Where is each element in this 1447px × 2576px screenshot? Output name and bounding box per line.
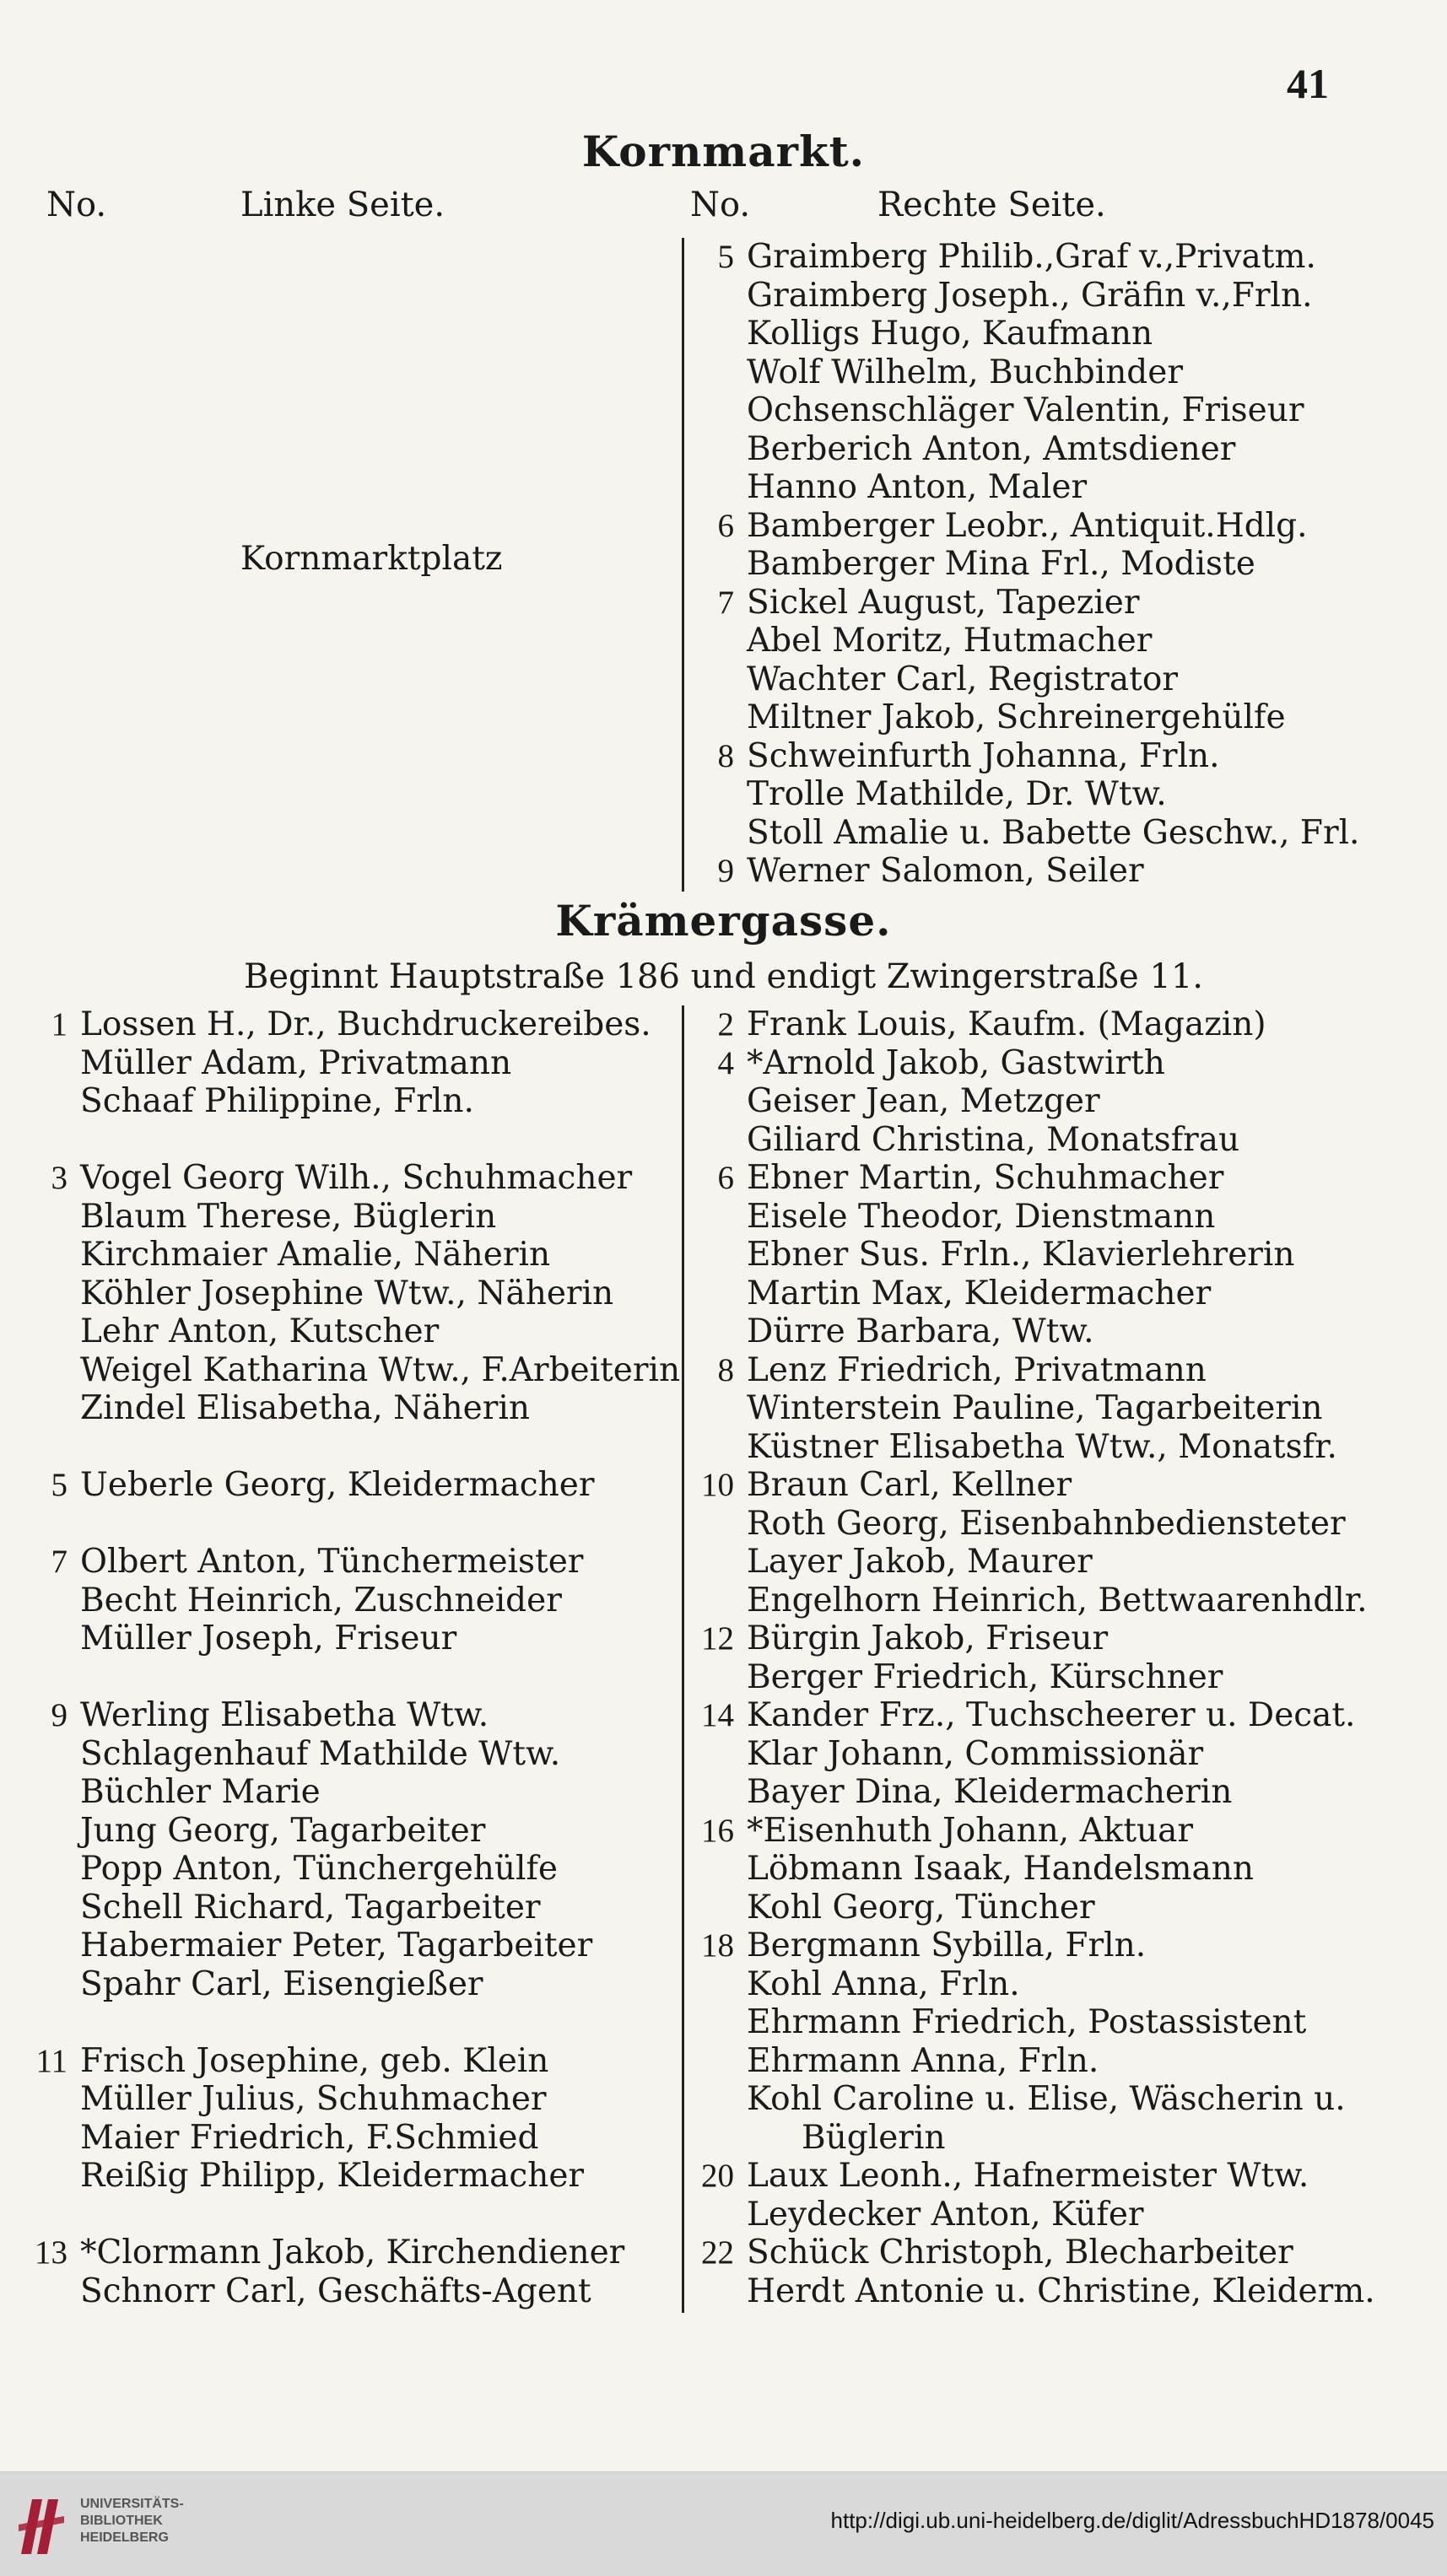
section-subtitle: Beginnt Hauptstraße 186 und endigt Zwingerstraße 11.: [243, 957, 1204, 996]
resident-entry: Graimberg Joseph., Gräfin v.,Frln.: [747, 276, 1313, 315]
directory-entry: [683, 430, 1350, 469]
resident-entry: Kohl Georg, Tüncher: [747, 1888, 1095, 1927]
resident-entry: Küstner Elisabetha Wtw., Monatsfr.: [747, 1427, 1337, 1466]
resident-entry: Eisele Theodor, Dienstmann: [747, 1197, 1216, 1236]
resident-entry: Graimberg Philib.,Graf v.,Privatm.: [747, 238, 1316, 276]
resident-entry: Schell Richard, Tagarbeiter: [80, 1888, 541, 1927]
resident-entry: Abel Moritz, Hutmacher: [747, 622, 1153, 660]
resident-entry: Zindel Elisabetha, Näherin: [80, 1389, 530, 1427]
directory-entry: [683, 1696, 1356, 1735]
resident-entry: Ebner Martin, Schuhmacher: [747, 1159, 1224, 1197]
resident-entry: Layer Jakob, Maurer: [747, 1543, 1093, 1581]
resident-entry: Ehrmann Friedrich, Postassistent: [747, 2003, 1307, 2041]
directory-entry: [683, 1927, 1350, 1965]
resident-entry: Kohl Anna, Frln.: [747, 1964, 1020, 2003]
directory-entry: [683, 2003, 1350, 2042]
directory-entry: [683, 1275, 1350, 1313]
directory-entry: [17, 1428, 675, 1467]
resident-entry: Jung Georg, Tagarbeiter: [80, 1811, 486, 1850]
directory-entry: [17, 1619, 675, 1658]
directory-entry: [683, 468, 1350, 507]
directory-entry: [683, 698, 1350, 737]
house-number: 3: [51, 1160, 67, 1196]
resident-entry: Weigel Katharina Wtw., F.Arbeiterin: [80, 1350, 681, 1389]
page-number: 41: [1287, 60, 1329, 107]
resident-entry: Leydecker Anton, Küfer: [747, 2195, 1144, 2234]
directory-entry: [683, 238, 1350, 277]
directory-entry: [683, 353, 1350, 392]
directory-entry: [17, 2042, 675, 2081]
directory-entry: [683, 1121, 1350, 1160]
resident-entry: Braun Carl, Kellner: [747, 1466, 1072, 1504]
directory-entry: [17, 1505, 675, 1544]
left-header-no: No.: [46, 186, 107, 224]
directory-entry: [683, 2196, 1350, 2234]
resident-entry: Müller Julius, Schuhmacher: [80, 2080, 547, 2118]
directory-entry: [683, 1428, 1350, 1467]
directory-entry: [17, 1812, 675, 1851]
resident-entry: Schnorr Carl, Geschäfts-Agent: [80, 2272, 591, 2310]
resident-entry: Bergmann Sybilla, Frln.: [747, 1927, 1147, 1964]
directory-entry: [683, 1466, 1350, 1505]
directory-entry: [17, 1696, 675, 1735]
resident-entry: Spahr Carl, Eisengießer: [80, 1964, 483, 2003]
resident-entry: Löbmann Isaak, Handelsmann: [747, 1850, 1254, 1888]
resident-entry: Herdt Antonie u. Christine, Kleiderm.: [747, 2272, 1375, 2310]
directory-entry: [683, 1812, 1350, 1851]
house-number: 16: [701, 1812, 734, 1849]
directory-entry: [17, 2003, 675, 2042]
resident-entry: Dürre Barbara, Wtw.: [747, 1312, 1094, 1350]
resident-entry: Müller Adam, Privatmann: [80, 1043, 512, 1082]
directory-entry: [683, 775, 1350, 814]
resident-entry: Geiser Jean, Metzger: [747, 1082, 1100, 1120]
directory-entry: [683, 1543, 1350, 1582]
resident-entry: Schweinfurth Johanna, Frln.: [747, 736, 1220, 775]
directory-entry: [17, 1658, 675, 1697]
house-number: 13: [35, 2234, 67, 2271]
library-line-1: UNIVERSITÄTS-: [80, 2497, 184, 2511]
resident-entry: Bamberger Leobr., Antiquit.Hdlg.: [747, 506, 1308, 545]
directory-entry: [683, 1735, 1350, 1774]
directory-entry: [683, 1658, 1350, 1697]
directory-entry: [17, 1312, 675, 1351]
directory-entry: [17, 1121, 675, 1160]
left-header: Linke Seite.: [240, 186, 445, 224]
resident-entry: Ueberle Georg, Kleidermacher: [80, 1466, 595, 1504]
directory-entry: [17, 1044, 675, 1083]
directory-entry: [17, 2234, 675, 2272]
resident-entry: Ochsenschläger Valentin, Friseur: [747, 391, 1304, 429]
directory-entry: [683, 1965, 1350, 2004]
house-number: 8: [717, 1351, 734, 1388]
resident-entry: Büchler Marie: [80, 1773, 321, 1811]
left-place-label: Kornmarktplatz: [240, 540, 503, 578]
directory-entry: [683, 1044, 1350, 1083]
directory-entry: [17, 1965, 675, 2004]
resident-entry: *Eisenhuth Johann, Aktuar: [747, 1811, 1194, 1850]
directory-entry: [683, 1236, 1350, 1275]
house-number: 6: [717, 1160, 734, 1196]
resident-entry: Ehrmann Anna, Frln.: [747, 2041, 1099, 2080]
resident-entry: Kander Frz., Tuchscheerer u. Decat.: [747, 1696, 1356, 1734]
resident-entry: Bamberger Mina Frl., Modiste: [747, 545, 1255, 583]
house-number: 7: [717, 584, 734, 621]
directory-entry: [683, 391, 1350, 430]
resident-entry: Lenz Friedrich, Privatmann: [747, 1350, 1207, 1389]
resident-entry: Habermaier Peter, Tagarbeiter: [80, 1927, 593, 1964]
directory-entry: [683, 315, 1350, 353]
resident-entry: Schück Christoph, Blecharbeiter: [747, 2234, 1293, 2272]
section2-left-list: [17, 1005, 681, 2310]
directory-entry: [17, 2119, 675, 2158]
resident-entry: Berger Friedrich, Kürschner: [747, 1657, 1223, 1696]
directory-entry: [683, 660, 1350, 699]
resident-entry: Schaaf Philippine, Frln.: [80, 1082, 474, 1120]
directory-entry: [683, 1312, 1350, 1351]
resident-entry: Reißig Philipp, Kleidermacher: [80, 2157, 585, 2195]
directory-entry: [17, 1198, 675, 1237]
section-title-kraemergasse: Krämergasse.: [555, 896, 892, 946]
directory-entry: [17, 1466, 675, 1505]
directory-entry: [683, 1198, 1350, 1237]
resident-entry: Lossen H., Dr., Buchdruckereibes.: [80, 1005, 651, 1043]
resident-entry: Martin Max, Kleidermacher: [747, 1274, 1212, 1312]
directory-entry: [17, 1082, 675, 1121]
resident-entry: Maier Friedrich, F.Schmied: [80, 2118, 539, 2157]
resident-entry: Vogel Georg Wilh., Schuhmacher: [80, 1159, 633, 1197]
directory-entry: [683, 813, 1360, 853]
house-number: 18: [701, 1927, 734, 1964]
directory-entry: [17, 1350, 681, 1390]
resident-entry: Laux Leonh., Hafnermeister Wtw.: [747, 2157, 1309, 2195]
house-number: 5: [717, 239, 734, 275]
directory-entry: [683, 545, 1350, 584]
directory-entry: [683, 1082, 1350, 1121]
house-number: 12: [701, 1620, 734, 1657]
resident-entry: Frisch Josephine, geb. Klein: [80, 2041, 549, 2080]
resident-entry: Trolle Mathilde, Dr. Wtw.: [747, 775, 1167, 813]
directory-entry: [683, 1005, 1350, 1044]
directory-entry: [683, 584, 1350, 622]
resident-entry: Schlagenhauf Mathilde Wtw.: [80, 1734, 561, 1773]
directory-entry: [17, 1275, 675, 1313]
house-number: 9: [717, 853, 734, 889]
resident-entry: Hanno Anton, Maler: [747, 468, 1088, 506]
library-line-2: BIBLIOTHEK: [80, 2514, 163, 2528]
directory-entry: [17, 1773, 675, 1812]
house-number: 1: [51, 1006, 67, 1043]
library-name: [80, 2496, 249, 2546]
directory-entry: [17, 2080, 675, 2119]
resident-entry: Werling Elisabetha Wtw.: [80, 1696, 489, 1734]
resident-entry: Köhler Josephine Wtw., Näherin: [80, 1274, 614, 1312]
house-number: 8: [717, 737, 734, 774]
section2-right-list: [683, 1005, 1375, 2310]
directory-entry: [683, 1773, 1350, 1812]
resident-entry: Frank Louis, Kaufm. (Magazin): [747, 1005, 1266, 1043]
house-number: 7: [51, 1544, 67, 1580]
ub-heidelberg-logo-icon: [17, 2491, 66, 2558]
house-number: 14: [701, 1697, 734, 1733]
directory-entry: [17, 1159, 675, 1198]
resident-entry: Werner Salomon, Seiler: [747, 852, 1144, 890]
resident-entry: *Arnold Jakob, Gastwirth: [747, 1043, 1165, 1082]
directory-entry: [683, 2080, 1350, 2119]
directory-entry: [683, 737, 1350, 776]
directory-entry: [683, 2042, 1350, 2081]
section1-right-list: [683, 238, 1360, 891]
house-number: 5: [51, 1467, 67, 1503]
resident-entry: Lehr Anton, Kutscher: [80, 1312, 440, 1350]
directory-entry: [683, 622, 1350, 660]
resident-entry: Miltner Jakob, Schreinergehülfe: [747, 698, 1286, 736]
resident-entry: Kolligs Hugo, Kaufmann: [747, 315, 1153, 353]
library-line-3: HEIDELBERG: [80, 2530, 169, 2545]
house-number: 11: [35, 2042, 67, 2079]
resident-entry: *Clormann Jakob, Kirchendiener: [80, 2234, 625, 2272]
directory-entry: [17, 2196, 675, 2234]
house-number: 4: [717, 1044, 734, 1081]
house-number: 9: [51, 1697, 67, 1733]
directory-entry: [17, 1543, 675, 1582]
directory-entry: [17, 2157, 675, 2196]
footer-bar: [0, 2471, 1447, 2576]
directory-entry: [17, 1236, 675, 1275]
directory-entry: [683, 1351, 1350, 1390]
directory-entry: [683, 277, 1350, 315]
resident-entry: Kirchmaier Amalie, Näherin: [80, 1236, 551, 1274]
directory-entry: [17, 2272, 675, 2311]
directory-entry: [683, 507, 1350, 546]
resident-entry: Berberich Anton, Amtsdiener: [747, 429, 1236, 468]
resident-entry: Büglerin: [802, 2118, 946, 2157]
resident-entry: Winterstein Pauline, Tagarbeiterin: [747, 1389, 1323, 1427]
resident-entry: Giliard Christina, Monatsfrau: [747, 1120, 1240, 1159]
directory-entry: [683, 2272, 1375, 2311]
directory-entry: [683, 2119, 1350, 2158]
directory-entry: [683, 2157, 1350, 2196]
resident-entry: Becht Heinrich, Zuschneider: [80, 1581, 562, 1619]
resident-entry: Stoll Amalie u. Babette Geschw., Frl.: [747, 813, 1360, 852]
directory-entry: [683, 852, 1350, 891]
resident-entry: Engelhorn Heinrich, Bettwaarenhdlr.: [747, 1581, 1368, 1619]
resident-entry: Kohl Caroline u. Elise, Wäscherin u.: [747, 2080, 1346, 2118]
resident-entry: Ebner Sus. Frln., Klavierlehrerin: [747, 1236, 1295, 1274]
directory-entry: [17, 1927, 675, 1965]
directory-entry: [17, 1889, 675, 1927]
directory-entry: [683, 1619, 1350, 1658]
directory-entry: [17, 1005, 675, 1044]
resident-entry: Sickel August, Tapezier: [747, 583, 1140, 622]
directory-entry: [683, 2234, 1350, 2272]
directory-entry: [683, 1581, 1368, 1620]
directory-entry: [17, 1389, 675, 1428]
house-number: 6: [717, 507, 734, 544]
footer-url-link[interactable]: http://digi.ub.uni-heidelberg.de/diglit/AdressbuchHD1878/0045: [830, 2508, 1434, 2533]
resident-entry: Müller Joseph, Friseur: [80, 1619, 457, 1657]
house-number: 10: [701, 1467, 734, 1503]
right-header-no: No.: [690, 186, 751, 224]
resident-entry: Wolf Wilhelm, Buchbinder: [747, 353, 1183, 391]
section-title-kornmarkt: Kornmarkt.: [581, 127, 866, 176]
resident-entry: Bayer Dina, Kleidermacherin: [747, 1773, 1233, 1811]
resident-entry: Wachter Carl, Registrator: [747, 660, 1178, 698]
right-header: Rechte Seite.: [877, 186, 1106, 224]
directory-entry: [683, 1850, 1350, 1889]
resident-entry: Popp Anton, Tünchergehülfe: [80, 1850, 559, 1888]
directory-entry: [17, 1582, 675, 1620]
directory-entry: [17, 1735, 675, 1774]
resident-entry: Blaum Therese, Büglerin: [80, 1197, 497, 1236]
resident-entry: Bürgin Jakob, Friseur: [747, 1619, 1109, 1657]
directory-entry: [683, 1389, 1350, 1428]
house-number: 20: [701, 2158, 734, 2194]
house-number: 22: [701, 2234, 734, 2271]
house-number: 2: [717, 1006, 734, 1043]
directory-entry: [683, 1889, 1350, 1927]
resident-entry: Olbert Anton, Tünchermeister: [80, 1543, 584, 1581]
resident-entry: Roth Georg, Eisenbahnbediensteter: [747, 1504, 1346, 1543]
directory-entry: [17, 1850, 675, 1889]
resident-entry: Klar Johann, Commissionär: [747, 1734, 1204, 1773]
directory-entry: [683, 1159, 1350, 1198]
directory-entry: [683, 1505, 1350, 1544]
